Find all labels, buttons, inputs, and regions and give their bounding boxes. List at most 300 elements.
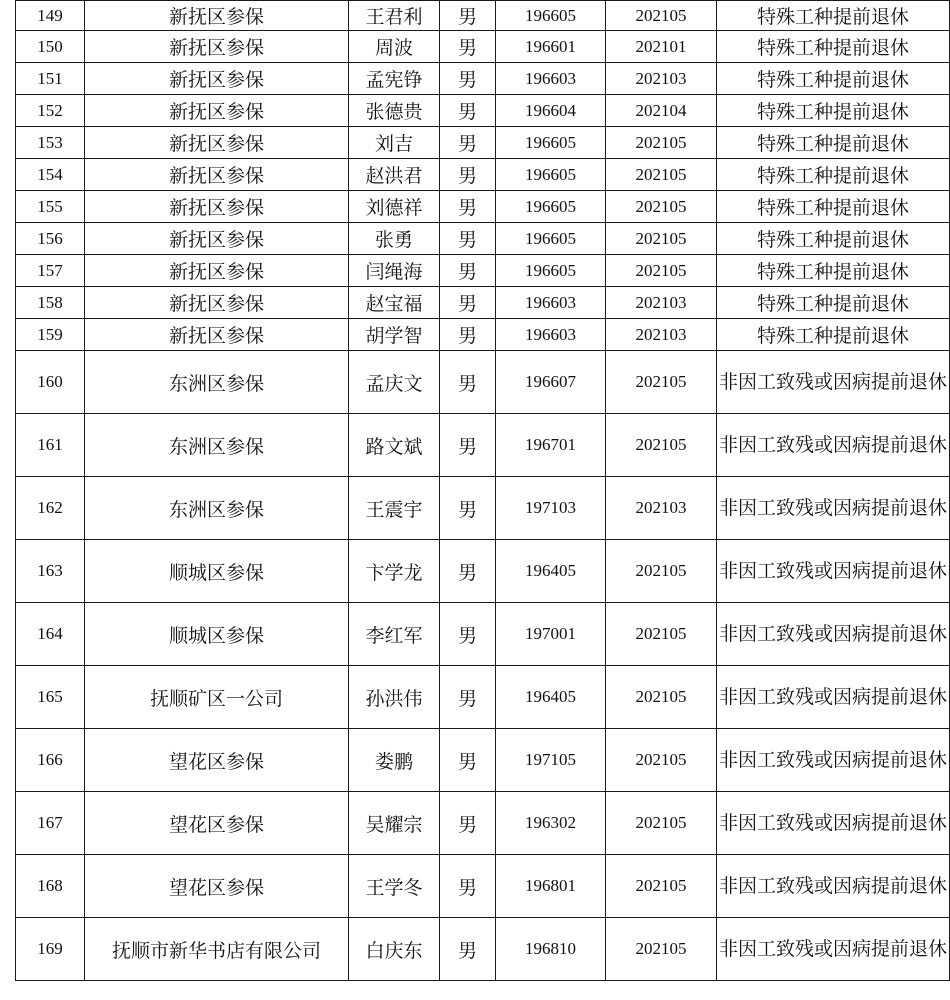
birth-month-cell [496, 223, 606, 255]
row-number-cell [16, 159, 85, 191]
table-row [16, 319, 950, 351]
gender-cell [440, 477, 496, 540]
unit-cell-text: 新抚区参保 [168, 165, 264, 187]
person-name-cell-text: 张勇 [374, 229, 413, 251]
row-number-cell [16, 855, 85, 918]
retirement-month-cell-text: 202105 [635, 435, 687, 454]
gender-cell-text: 男 [457, 261, 477, 283]
retirement-month-cell [606, 31, 717, 63]
gender-cell [440, 287, 496, 319]
birth-month-cell-text: 196604 [525, 100, 576, 120]
gender-cell [440, 603, 496, 666]
person-name-cell-text: 张德贵 [365, 101, 423, 123]
retirement-month-cell [606, 223, 717, 255]
retirement-type-cell-text: 非因工致残或因病提前退休 [718, 623, 947, 645]
row-number-cell [16, 603, 85, 666]
person-name-cell [349, 287, 440, 319]
unit-cell [85, 918, 349, 981]
birth-month-cell [496, 31, 606, 63]
gender-cell-text: 男 [457, 197, 477, 219]
birth-month-cell [496, 792, 606, 855]
unit-cell [85, 414, 349, 477]
birth-month-cell-text: 196405 [525, 687, 576, 706]
row-number-cell [16, 351, 85, 414]
table-row [16, 729, 950, 792]
birth-month-cell-text: 196701 [525, 435, 576, 454]
row-number-cell [16, 792, 85, 855]
gender-cell [440, 63, 496, 95]
retirement-type-cell-text: 特殊工种提前退休 [756, 165, 909, 187]
gender-cell-text: 男 [457, 372, 477, 395]
unit-cell [85, 1, 349, 31]
retirement-type-cell [717, 63, 950, 95]
retirement-month-cell [606, 603, 717, 666]
unit-cell-text: 东洲区参保 [168, 372, 264, 395]
retirement-month-cell-text: 202103 [635, 292, 687, 312]
unit-cell-text: 新抚区参保 [168, 197, 264, 219]
table-row [16, 95, 950, 127]
retirement-month-cell-text: 202105 [635, 372, 687, 391]
table-row [16, 63, 950, 95]
row-number-cell-text: 157 [37, 260, 63, 280]
person-name-cell-text: 孟庆文 [365, 372, 423, 395]
retirement-type-cell-text: 非因工致残或因病提前退休 [718, 560, 947, 582]
gender-cell [440, 31, 496, 63]
retirement-month-cell-text: 202101 [635, 36, 687, 56]
birth-month-cell [496, 729, 606, 792]
row-number-cell [16, 223, 85, 255]
person-name-cell [349, 31, 440, 63]
retirement-month-cell [606, 159, 717, 191]
birth-month-cell [496, 127, 606, 159]
birth-month-cell-text: 196405 [525, 561, 576, 580]
retirement-month-cell-text: 202103 [635, 324, 687, 344]
unit-cell-text: 望花区参保 [168, 876, 264, 899]
birth-month-cell-text: 196605 [525, 164, 576, 184]
retirement-month-cell-text: 202105 [635, 132, 687, 152]
birth-month-cell-text: 196603 [525, 324, 576, 344]
retirement-month-cell [606, 918, 717, 981]
row-number-cell-text: 159 [37, 324, 63, 344]
person-name-cell [349, 729, 440, 792]
retirement-type-cell-text: 特殊工种提前退休 [756, 261, 909, 283]
row-number-cell [16, 666, 85, 729]
retirement-type-cell-text: 非因工致残或因病提前退休 [718, 749, 947, 771]
unit-cell-text: 抚顺市新华书店有限公司 [111, 939, 321, 962]
gender-cell-text: 男 [457, 165, 477, 187]
retirement-type-cell-text: 特殊工种提前退休 [756, 293, 909, 315]
retirement-month-cell [606, 319, 717, 351]
birth-month-cell-text: 196605 [525, 260, 576, 280]
retirement-month-cell-text: 202105 [635, 687, 687, 706]
birth-month-cell [496, 855, 606, 918]
birth-month-cell [496, 477, 606, 540]
retirement-month-cell [606, 666, 717, 729]
person-name-cell [349, 159, 440, 191]
retirement-type-cell [717, 95, 950, 127]
retirement-type-cell-text: 非因工致残或因病提前退休 [718, 686, 947, 708]
row-number-cell-text: 169 [37, 939, 63, 958]
person-name-cell [349, 918, 440, 981]
retirement-month-cell-text: 202105 [635, 260, 687, 280]
row-number-cell-text: 166 [37, 750, 63, 769]
person-name-cell-text: 李红军 [365, 624, 423, 647]
birth-month-cell [496, 414, 606, 477]
gender-cell-text: 男 [457, 435, 477, 458]
gender-cell-text: 男 [457, 939, 477, 962]
person-name-cell [349, 319, 440, 351]
birth-month-cell-text: 196601 [525, 36, 576, 56]
row-number-cell [16, 918, 85, 981]
unit-cell-text: 新抚区参保 [168, 101, 264, 123]
retirement-type-cell-text: 特殊工种提前退休 [756, 133, 909, 155]
person-name-cell-text: 赵洪君 [365, 165, 423, 187]
retirement-type-cell [717, 255, 950, 287]
birth-month-cell-text: 197103 [525, 498, 576, 517]
retirement-month-cell-text: 202105 [635, 228, 687, 248]
retirement-type-cell [717, 540, 950, 603]
retirement-type-cell [717, 918, 950, 981]
retirement-month-cell [606, 414, 717, 477]
unit-cell [85, 603, 349, 666]
row-number-cell [16, 414, 85, 477]
retirement-month-cell-text: 202105 [635, 196, 687, 216]
table-row [16, 792, 950, 855]
gender-cell-text: 男 [457, 561, 477, 584]
unit-cell-text: 新抚区参保 [168, 261, 264, 283]
retirement-month-cell [606, 127, 717, 159]
retirement-type-cell [717, 1, 950, 31]
gender-cell-text: 男 [457, 325, 477, 347]
unit-cell-text: 新抚区参保 [168, 6, 264, 28]
row-number-cell [16, 31, 85, 63]
retirement-month-cell-text: 202105 [635, 561, 687, 580]
row-number-cell [16, 95, 85, 127]
unit-cell [85, 63, 349, 95]
person-name-cell-text: 闫绳海 [365, 261, 423, 283]
retirement-type-cell [717, 666, 950, 729]
person-name-cell-text: 王学冬 [365, 876, 423, 899]
gender-cell [440, 159, 496, 191]
retirement-type-cell [717, 729, 950, 792]
gender-cell [440, 540, 496, 603]
birth-month-cell-text: 196810 [525, 939, 576, 958]
gender-cell [440, 191, 496, 223]
gender-cell [440, 255, 496, 287]
person-name-cell [349, 855, 440, 918]
table-row [16, 223, 950, 255]
retirement-type-cell [717, 414, 950, 477]
table-row [16, 159, 950, 191]
birth-month-cell [496, 351, 606, 414]
person-name-cell-text: 周波 [374, 37, 413, 59]
table-row [16, 540, 950, 603]
unit-cell [85, 159, 349, 191]
retirement-month-cell-text: 202105 [635, 624, 687, 643]
retirement-month-cell [606, 95, 717, 127]
gender-cell [440, 792, 496, 855]
person-name-cell [349, 666, 440, 729]
birth-month-cell [496, 540, 606, 603]
gender-cell-text: 男 [457, 6, 477, 28]
retirement-month-cell-text: 202105 [635, 164, 687, 184]
unit-cell-text: 新抚区参保 [168, 133, 264, 155]
unit-cell [85, 255, 349, 287]
person-name-cell-text: 孟宪铮 [365, 69, 423, 91]
person-name-cell [349, 127, 440, 159]
row-number-cell-text: 156 [37, 228, 63, 248]
birth-month-cell-text: 196302 [525, 813, 576, 832]
unit-cell-text: 东洲区参保 [168, 435, 264, 458]
roster-body [16, 1, 950, 981]
table-row [16, 191, 950, 223]
gender-cell [440, 95, 496, 127]
person-name-cell [349, 255, 440, 287]
retirement-month-cell [606, 1, 717, 31]
person-name-cell-text: 王震宇 [365, 498, 423, 521]
birth-month-cell-text: 196605 [525, 228, 576, 248]
unit-cell-text: 新抚区参保 [168, 69, 264, 91]
row-number-cell [16, 319, 85, 351]
birth-month-cell [496, 1, 606, 31]
birth-month-cell-text: 196801 [525, 876, 576, 895]
birth-month-cell-text: 196607 [525, 372, 576, 391]
retirement-month-cell-text: 202105 [635, 5, 687, 25]
unit-cell-text: 顺城区参保 [168, 561, 264, 584]
retirement-month-cell [606, 729, 717, 792]
retirement-type-cell [717, 127, 950, 159]
retirement-type-cell [717, 855, 950, 918]
row-number-cell [16, 540, 85, 603]
birth-month-cell [496, 319, 606, 351]
gender-cell [440, 918, 496, 981]
unit-cell [85, 351, 349, 414]
retirement-type-cell [717, 223, 950, 255]
row-number-cell-text: 164 [37, 624, 63, 643]
retirement-type-cell [717, 792, 950, 855]
gender-cell [440, 666, 496, 729]
person-name-cell-text: 刘吉 [374, 133, 413, 155]
birth-month-cell [496, 287, 606, 319]
retirement-type-cell-text: 特殊工种提前退休 [756, 325, 909, 347]
gender-cell-text: 男 [457, 37, 477, 59]
unit-cell [85, 127, 349, 159]
retirement-type-cell-text: 特殊工种提前退休 [756, 6, 909, 28]
retirement-type-cell-text: 特殊工种提前退休 [756, 37, 909, 59]
retirement-type-cell [717, 351, 950, 414]
unit-cell-text: 新抚区参保 [168, 325, 264, 347]
retirement-month-cell-text: 202105 [635, 813, 687, 832]
person-name-cell [349, 95, 440, 127]
retirement-month-cell [606, 477, 717, 540]
retirement-month-cell [606, 540, 717, 603]
retirement-roster-table [15, 0, 950, 981]
retirement-month-cell-text: 202104 [635, 100, 687, 120]
person-name-cell [349, 603, 440, 666]
unit-cell-text: 抚顺矿区一公司 [149, 687, 283, 710]
unit-cell [85, 95, 349, 127]
unit-cell [85, 287, 349, 319]
gender-cell-text: 男 [457, 750, 477, 773]
row-number-cell-text: 158 [37, 292, 63, 312]
unit-cell [85, 666, 349, 729]
retirement-month-cell [606, 63, 717, 95]
retirement-type-cell [717, 477, 950, 540]
gender-cell-text: 男 [457, 133, 477, 155]
person-name-cell-text: 卞学龙 [365, 561, 423, 584]
gender-cell-text: 男 [457, 293, 477, 315]
birth-month-cell [496, 603, 606, 666]
row-number-cell-text: 152 [37, 100, 63, 120]
unit-cell [85, 223, 349, 255]
retirement-month-cell-text: 202105 [635, 750, 687, 769]
gender-cell [440, 127, 496, 159]
person-name-cell-text: 吴耀宗 [365, 813, 423, 836]
retirement-type-cell-text: 特殊工种提前退休 [756, 69, 909, 91]
retirement-type-cell-text: 特殊工种提前退休 [756, 197, 909, 219]
retirement-type-cell [717, 159, 950, 191]
birth-month-cell-text: 197001 [525, 624, 576, 643]
person-name-cell [349, 414, 440, 477]
person-name-cell [349, 223, 440, 255]
row-number-cell-text: 163 [37, 561, 63, 580]
row-number-cell-text: 150 [37, 36, 63, 56]
row-number-cell-text: 151 [37, 68, 63, 88]
retirement-type-cell-text: 特殊工种提前退休 [756, 101, 909, 123]
birth-month-cell [496, 159, 606, 191]
retirement-type-cell-text: 非因工致残或因病提前退休 [718, 434, 947, 456]
retirement-type-cell-text: 非因工致残或因病提前退休 [718, 497, 947, 519]
unit-cell-text: 东洲区参保 [168, 498, 264, 521]
unit-cell [85, 319, 349, 351]
person-name-cell-text: 娄鹏 [374, 750, 413, 773]
birth-month-cell-text: 196605 [525, 132, 576, 152]
person-name-cell-text: 赵宝福 [365, 293, 423, 315]
table-row [16, 918, 950, 981]
row-number-cell [16, 729, 85, 792]
row-number-cell-text: 167 [37, 813, 63, 832]
person-name-cell-text: 孙洪伟 [365, 687, 423, 710]
retirement-month-cell [606, 191, 717, 223]
retirement-month-cell-text: 202105 [635, 876, 687, 895]
person-name-cell-text: 胡学智 [365, 325, 423, 347]
gender-cell-text: 男 [457, 876, 477, 899]
gender-cell [440, 729, 496, 792]
row-number-cell-text: 149 [37, 5, 63, 25]
gender-cell-text: 男 [457, 687, 477, 710]
birth-month-cell [496, 63, 606, 95]
retirement-month-cell-text: 202105 [635, 939, 687, 958]
person-name-cell [349, 63, 440, 95]
retirement-type-cell [717, 287, 950, 319]
retirement-month-cell [606, 351, 717, 414]
person-name-cell [349, 351, 440, 414]
gender-cell [440, 855, 496, 918]
person-name-cell-text: 白庆东 [365, 939, 423, 962]
birth-month-cell [496, 918, 606, 981]
table-row [16, 477, 950, 540]
unit-cell-text: 望花区参保 [168, 750, 264, 773]
unit-cell [85, 855, 349, 918]
retirement-type-cell [717, 31, 950, 63]
row-number-cell-text: 153 [37, 132, 63, 152]
retirement-type-cell [717, 191, 950, 223]
row-number-cell [16, 191, 85, 223]
retirement-month-cell [606, 855, 717, 918]
table-row [16, 855, 950, 918]
retirement-type-cell-text: 非因工致残或因病提前退休 [718, 875, 947, 897]
row-number-cell-text: 165 [37, 687, 63, 706]
retirement-type-cell [717, 319, 950, 351]
birth-month-cell-text: 196603 [525, 292, 576, 312]
row-number-cell-text: 168 [37, 876, 63, 895]
unit-cell-text: 望花区参保 [168, 813, 264, 836]
retirement-type-cell [717, 603, 950, 666]
retirement-type-cell-text: 非因工致残或因病提前退休 [718, 371, 947, 393]
row-number-cell-text: 160 [37, 372, 63, 391]
birth-month-cell [496, 191, 606, 223]
table-row [16, 31, 950, 63]
table-row [16, 414, 950, 477]
retirement-month-cell [606, 792, 717, 855]
person-name-cell [349, 191, 440, 223]
unit-cell-text: 新抚区参保 [168, 293, 264, 315]
table-row [16, 666, 950, 729]
unit-cell [85, 792, 349, 855]
row-number-cell-text: 155 [37, 196, 63, 216]
table-row [16, 1, 950, 31]
retirement-type-cell-text: 非因工致残或因病提前退休 [718, 938, 947, 960]
retirement-month-cell [606, 287, 717, 319]
unit-cell-text: 顺城区参保 [168, 624, 264, 647]
retirement-type-cell-text: 非因工致残或因病提前退休 [718, 812, 947, 834]
person-name-cell [349, 540, 440, 603]
gender-cell-text: 男 [457, 624, 477, 647]
row-number-cell-text: 154 [37, 164, 63, 184]
person-name-cell [349, 1, 440, 31]
table-row [16, 255, 950, 287]
unit-cell-text: 新抚区参保 [168, 37, 264, 59]
birth-month-cell-text: 197105 [525, 750, 576, 769]
retirement-month-cell-text: 202103 [635, 68, 687, 88]
person-name-cell [349, 792, 440, 855]
retirement-type-cell-text: 特殊工种提前退休 [756, 229, 909, 251]
row-number-cell-text: 162 [37, 498, 63, 517]
gender-cell [440, 351, 496, 414]
row-number-cell [16, 477, 85, 540]
retirement-month-cell [606, 255, 717, 287]
person-name-cell-text: 路文斌 [365, 435, 423, 458]
gender-cell [440, 223, 496, 255]
retirement-month-cell-text: 202103 [635, 498, 687, 517]
birth-month-cell-text: 196605 [525, 196, 576, 216]
person-name-cell [349, 477, 440, 540]
gender-cell [440, 414, 496, 477]
row-number-cell [16, 1, 85, 31]
table-row [16, 351, 950, 414]
gender-cell-text: 男 [457, 229, 477, 251]
birth-month-cell [496, 95, 606, 127]
unit-cell [85, 540, 349, 603]
gender-cell-text: 男 [457, 101, 477, 123]
row-number-cell [16, 287, 85, 319]
unit-cell [85, 729, 349, 792]
gender-cell-text: 男 [457, 813, 477, 836]
person-name-cell-text: 王君利 [365, 6, 423, 28]
gender-cell [440, 319, 496, 351]
row-number-cell [16, 255, 85, 287]
gender-cell-text: 男 [457, 69, 477, 91]
